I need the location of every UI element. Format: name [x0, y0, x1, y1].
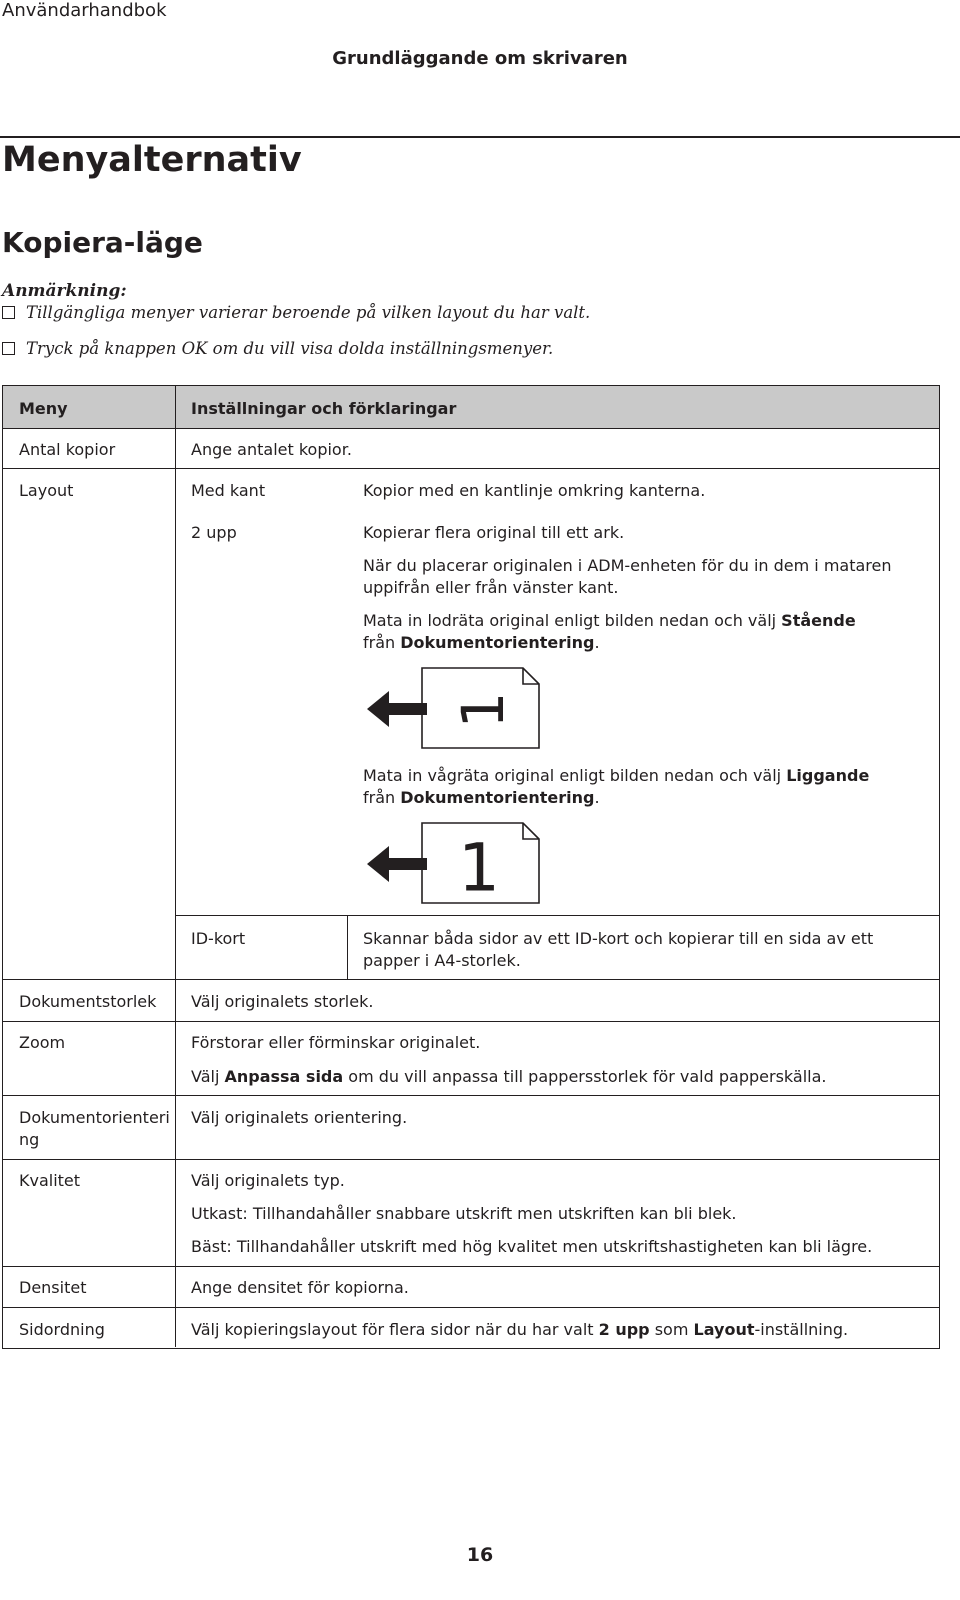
- column-header-settings: Inställningar och förklaringar: [191, 399, 457, 418]
- desc-2-upp-4: Mata in vågräta original enligt bilden nedan och välj Liggande från Dokumentorientering.: [363, 766, 870, 807]
- table-rule: [3, 468, 939, 469]
- table-column-rule: [175, 386, 176, 1347]
- feed-arrow-left-icon: [367, 691, 427, 727]
- table-rule: [3, 428, 939, 429]
- desc-antal-kopior: Ange antalet kopior.: [191, 440, 352, 459]
- figure-digit: 1: [458, 829, 500, 906]
- section-title: Menyalternativ: [2, 140, 302, 180]
- table-rule: [3, 1266, 939, 1267]
- table-rule: [3, 1307, 939, 1308]
- desc-2-upp-2: När du placerar originalen i ADM-enheten för du in dem i mataren uppifrån eller från vänster kant.: [363, 556, 892, 597]
- desc-dokumentorientering: Välj originalets orientering.: [191, 1108, 408, 1127]
- table-rule: [3, 979, 939, 980]
- menu-kvalitet: Kvalitet: [19, 1171, 81, 1190]
- portrait-feed-figure: [363, 665, 543, 751]
- desc-zoom-1: Förstorar eller förminskar originalet.: [191, 1033, 481, 1052]
- desc-kvalitet-1: Välj originalets typ.: [191, 1171, 345, 1190]
- desc-2-upp-1: Kopierar flera original till ett ark.: [363, 523, 625, 542]
- menu-dokumentstorlek: Dokumentstorlek: [19, 992, 157, 1011]
- table-rule: [3, 1021, 939, 1022]
- note-title: Anmärkning:: [2, 281, 127, 301]
- note-item: Tillgängliga menyer varierar beroende på vilken layout du har valt.: [2, 303, 590, 322]
- table-rule: [175, 915, 939, 916]
- page-number: 16: [466, 1544, 494, 1566]
- desc-zoom-2: Välj Anpassa sida om du vill anpassa till pappersstorlek för vald papperskälla.: [191, 1067, 827, 1086]
- checkbox-bullet-icon: [2, 306, 15, 319]
- feed-arrow-left-icon: [367, 846, 427, 882]
- chapter-title: Grundläggande om skrivaren: [332, 48, 628, 69]
- desc-dokumentstorlek: Välj originalets storlek.: [191, 992, 374, 1011]
- manual-title: Användarhandbok: [2, 0, 167, 21]
- table-header-background: [3, 386, 939, 428]
- menu-table: [2, 385, 940, 1349]
- layout-med-kant: Med kant: [191, 481, 266, 500]
- menu-dokumentorientering-line1: Dokumentorienteri: [19, 1108, 170, 1127]
- menu-sidordning: Sidordning: [19, 1320, 105, 1339]
- menu-antal-kopior: Antal kopior: [19, 440, 116, 459]
- desc-2-upp-3: Mata in lodräta original enligt bilden nedan och välj Stående från Dokumentorientering.: [363, 611, 856, 652]
- column-header-menu: Meny: [19, 399, 68, 418]
- note-item: Tryck på knappen OK om du vill visa dolda inställningsmenyer.: [2, 339, 553, 358]
- desc-id-kort: Skannar båda sidor av ett ID-kort och kopierar till en sida av ett papper i A4-storlek.: [363, 929, 874, 970]
- menu-dokumentorientering-line2: ng: [19, 1130, 40, 1149]
- menu-zoom: Zoom: [19, 1033, 66, 1052]
- subsection-title: Kopiera-läge: [2, 226, 203, 259]
- desc-sidordning: Välj kopieringslayout för flera sidor när du har valt 2 upp som Layout-inställning.: [191, 1320, 849, 1339]
- menu-layout: Layout: [19, 481, 74, 500]
- checkbox-bullet-icon: [2, 342, 15, 355]
- desc-kvalitet-3: Bäst: Tillhandahåller utskrift med hög kvalitet men utskriftshastigheten kan bli lägre.: [191, 1237, 873, 1256]
- table-column-rule: [347, 915, 348, 979]
- table-rule: [3, 1159, 939, 1160]
- figure-digit: 1: [449, 691, 517, 729]
- layout-2-upp: 2 upp: [191, 523, 237, 542]
- desc-densitet: Ange densitet för kopiorna.: [191, 1278, 409, 1297]
- landscape-feed-figure: [363, 820, 543, 906]
- desc-kvalitet-2: Utkast: Tillhandahåller snabbare utskrift men utskriften kan bli blek.: [191, 1204, 737, 1223]
- table-rule: [3, 1095, 939, 1096]
- menu-densitet: Densitet: [19, 1278, 87, 1297]
- desc-med-kant: Kopior med en kantlinje omkring kanterna.: [363, 481, 706, 500]
- header-rule: [0, 136, 960, 138]
- layout-id-kort: ID-kort: [191, 929, 246, 948]
